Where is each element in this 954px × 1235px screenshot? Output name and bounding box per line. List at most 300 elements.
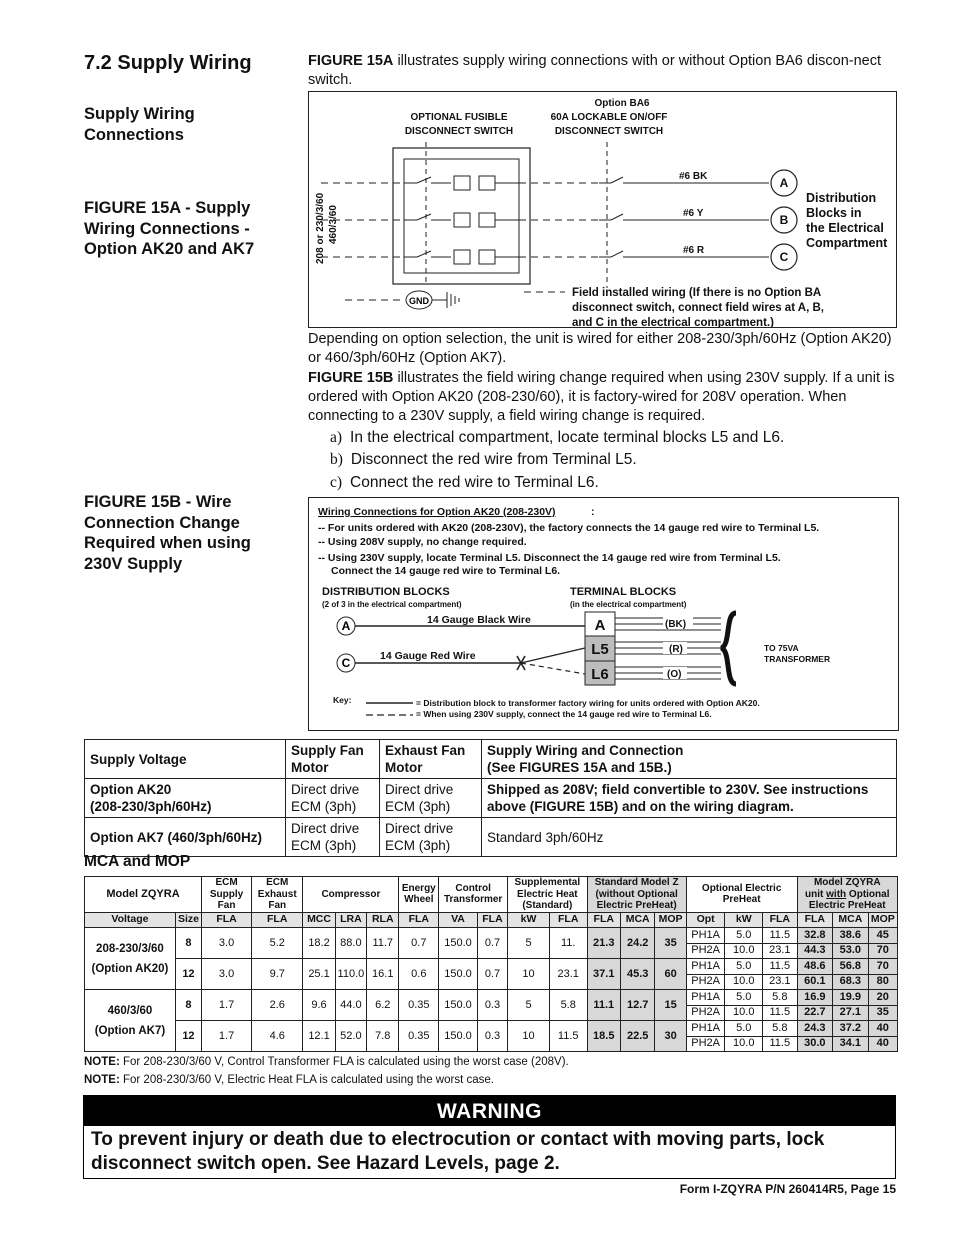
option-cell: 80: [868, 974, 897, 990]
table-cell: 23.1: [549, 959, 587, 990]
warning-title: WARNING: [84, 1096, 895, 1126]
option-cell: 11.5: [763, 1036, 798, 1052]
field-note: and C in the electrical compartment.): [572, 317, 774, 327]
table-cell: 18.5: [587, 1021, 620, 1052]
table-row: [85, 959, 898, 975]
option-cell: 32.8: [797, 928, 833, 944]
fusible-label: OPTIONAL FUSIBLE: [410, 112, 508, 123]
table-cell: 12.7: [620, 990, 654, 1021]
sub-header-cell: MCA: [833, 912, 869, 928]
header-line: PreHeat: [722, 894, 761, 906]
red-wire-to-l6: [521, 663, 585, 674]
note-text: For 208-230/3/60 V, Electric Heat FLA is calculated using the worst case.: [119, 1074, 494, 1086]
key-solid-text: = Distribution block to transformer factory wiring for units ordered with Option AK20.: [416, 698, 760, 708]
terminal-blocks-sub: (in the electrical compartment): [570, 600, 687, 609]
table-cell: 12: [175, 1021, 201, 1052]
option-cell: 23.1: [763, 974, 798, 990]
tap-label: (O): [667, 669, 682, 680]
block-label: L6: [591, 666, 609, 683]
header-line: Supplemental: [514, 877, 581, 888]
table-cell: 3.0: [202, 928, 252, 959]
option-cell: 70: [868, 943, 897, 959]
mca-sub-header: [85, 912, 898, 928]
table-cell: 88.0: [335, 928, 366, 959]
cell-line: Shipped as 208V; field convertible to 230V. See instructions: [487, 782, 869, 797]
table-row: [85, 1021, 898, 1037]
dist-block-label: Distribution: [806, 191, 877, 205]
option-cell: 40: [868, 1021, 897, 1037]
sub-header-cell: VA: [439, 912, 478, 928]
caption-line: Wiring Connections -: [84, 219, 250, 238]
table-cell: 8: [175, 990, 201, 1021]
caption-line: Option AK20 and AK7: [84, 240, 255, 258]
table-cell: 15: [655, 990, 686, 1021]
option-cell: PH2A: [686, 943, 725, 959]
option-cell: 38.6: [833, 928, 869, 944]
header-line: Electric Heat: [517, 888, 578, 900]
table-cell: 11.1: [587, 990, 620, 1021]
option-cell: 5.0: [725, 928, 763, 944]
table-cell: 30: [655, 1021, 686, 1052]
figure-15a-caption: [84, 198, 254, 260]
dist-block-label: Blocks in: [806, 206, 862, 220]
header-cell: [587, 877, 686, 913]
voltage-line: 460/3/60: [107, 1004, 153, 1017]
option-cell: PH1A: [686, 928, 725, 944]
table-cell: 1.7: [202, 990, 252, 1021]
table-row: [85, 818, 897, 857]
table-cell: 5.8: [549, 990, 587, 1021]
step-text: In the electrical compartment, locate terminal blocks L5 and L6.: [350, 429, 785, 446]
header-line: Model ZQYRA: [813, 877, 881, 888]
table-row: [85, 779, 897, 818]
note-lead: NOTE:: [84, 1074, 120, 1086]
note-text: For 208-230/3/60 V, Control Transformer FLA is calculated using the worst case (208V).: [119, 1056, 569, 1068]
table-cell: 12: [175, 959, 201, 990]
header-line: (without Optional: [595, 888, 678, 900]
voltage-cell: [85, 990, 176, 1052]
wire-label-y: #6 Y: [683, 208, 704, 219]
intro-text: illustrates supply wiring connections with or without Option BA6 discon-nect switch.: [308, 53, 882, 88]
option-cell: 5.8: [763, 990, 798, 1006]
table-cell: 11.5: [549, 1021, 587, 1052]
fig15b-title: Wiring Connections for Option AK20 (208-230V): [318, 506, 556, 518]
intro-paragraph: [308, 52, 900, 90]
supply-voltage-label: 208 or 230/3/60: [315, 192, 326, 264]
figure-15b-caption: [84, 492, 251, 574]
cell-line: ECM (3ph): [291, 799, 357, 814]
table-cell: 11.7: [367, 928, 399, 959]
table-cell: [286, 818, 380, 857]
sub-header-cell: FLA: [202, 912, 252, 928]
voltage-line: 208-230/3/60: [96, 942, 164, 955]
table-cell: 12.1: [303, 1021, 335, 1052]
ba6-label: 60A LOCKABLE ON/OFF: [550, 112, 668, 123]
header-line: ECM: [266, 877, 289, 888]
table-cell: 0.3: [477, 990, 507, 1021]
header-cell: [286, 740, 380, 779]
sub-header-cell: FLA: [399, 912, 439, 928]
table-cell: 150.0: [439, 1021, 478, 1052]
sub-header-cell: FLA: [252, 912, 303, 928]
sub-header-cell: kW: [725, 912, 763, 928]
dist-blocks-sub: (2 of 3 in the electrical compartment): [322, 600, 462, 609]
table-cell: 150.0: [439, 959, 478, 990]
warning-box: [83, 1095, 896, 1179]
sub-header-cell: FLA: [549, 912, 587, 928]
field-note: Field installed wiring (If there is no Option BA: [572, 287, 822, 299]
header-line: Motor: [385, 760, 423, 775]
option-cell: 11.5: [763, 928, 798, 944]
table-cell: 0.35: [399, 990, 439, 1021]
table-cell: 110.0: [335, 959, 366, 990]
header-line: Fan: [217, 900, 236, 911]
header-word: unit: [805, 888, 827, 900]
caption-line: FIGURE 15A - Supply: [84, 199, 251, 217]
sub-header-cell: MCA: [620, 912, 654, 928]
fig15b-line: -- For units ordered with AK20 (208-230V), the factory connects the 14 gauge red wire to Terminal L5.: [318, 522, 820, 534]
key-label: Key:: [333, 695, 352, 705]
option-cell: PH2A: [686, 1005, 725, 1021]
option-cell: 20: [868, 990, 897, 1006]
subhead-line: Supply Wiring: [84, 105, 195, 123]
sub-header-cell: LRA: [335, 912, 366, 928]
cell-line: Option AK20: [90, 782, 172, 797]
header-line: Wheel: [404, 894, 434, 906]
option-cell: 24.3: [797, 1021, 833, 1037]
table-cell: 35: [655, 928, 686, 959]
voltage-line: (Option AK7): [94, 1024, 166, 1037]
header-line: ECM: [215, 877, 238, 888]
table-cell: 5: [508, 928, 550, 959]
para-figure-15b: [308, 369, 900, 426]
subhead-line: Connections: [84, 125, 184, 144]
mca-title: MCA and MOP: [84, 853, 191, 870]
para-text: illustrates the field wiring change required when using 230V supply. If a unit is ordered with Option AK20 (208-230/60), it is factory-wired for 208V operation. When connecting to a 230V supply, a field wiring change is required.: [308, 370, 895, 424]
option-cell: 37.2: [833, 1021, 869, 1037]
header-word: with: [826, 888, 847, 900]
sub-header-cell: Voltage: [85, 912, 176, 928]
option-cell: 5.0: [725, 1021, 763, 1037]
table-cell: 18.2: [303, 928, 335, 959]
table-cell: 150.0: [439, 990, 478, 1021]
block-label: L5: [591, 641, 609, 658]
dist-block-label: Compartment: [806, 236, 888, 250]
cell-line: Direct drive: [291, 782, 360, 797]
table-cell: 9.6: [303, 990, 335, 1021]
table-cell: [286, 779, 380, 818]
table-cell: 11.: [549, 928, 587, 959]
terminal-blocks-title: TERMINAL BLOCKS: [570, 586, 677, 598]
table-cell: 5.2: [252, 928, 303, 959]
header-line: (See FIGURES 15A and 15B.): [487, 760, 672, 775]
table-cell: 150.0: [439, 928, 478, 959]
table-cell: 5: [508, 990, 550, 1021]
header-line: Exhaust Fan: [385, 743, 466, 758]
header-cell: [797, 877, 897, 913]
table-cell: 1.7: [202, 1021, 252, 1052]
figure-15b-diagram: [308, 497, 899, 731]
header-word: Optional: [846, 888, 890, 900]
header-line: Control: [455, 882, 491, 894]
sub-header-cell: Opt: [686, 912, 725, 928]
header-cell: [439, 877, 508, 913]
figure-ref: FIGURE 15B: [308, 370, 394, 386]
table-cell: 10: [508, 959, 550, 990]
table-cell: Standard 3ph/60Hz: [482, 818, 897, 857]
caption-line: FIGURE 15B - Wire: [84, 493, 232, 511]
option-cell: 35: [868, 1005, 897, 1021]
table-cell: [380, 818, 482, 857]
table-cell: 37.1: [587, 959, 620, 990]
table-cell: 44.0: [335, 990, 366, 1021]
table-cell: 6.2: [367, 990, 399, 1021]
option-cell: 10.0: [725, 943, 763, 959]
option-cell: 5.0: [725, 990, 763, 1006]
cell-line: (208-230/3ph/60Hz): [90, 799, 212, 814]
header-cell: Supply Voltage: [85, 740, 286, 779]
transformer-label: TRANSFORMER: [764, 654, 831, 664]
header-line: (Standard): [522, 900, 573, 911]
supply-wiring-subhead: [84, 104, 195, 145]
gnd-label: GND: [409, 296, 429, 306]
option-cell: 34.1: [833, 1036, 869, 1052]
red-wire-to-l5: [521, 648, 585, 663]
table-cell: 45.3: [620, 959, 654, 990]
header-line: Fan: [268, 900, 287, 911]
header-line: Optional Electric: [701, 882, 782, 894]
table-header-row: [85, 740, 897, 779]
black-wire-label: 14 Gauge Black Wire: [427, 614, 531, 626]
table-cell: 0.7: [399, 928, 439, 959]
ground-symbol-icon: [432, 292, 459, 308]
dist-block-c-label: C: [341, 656, 351, 670]
block-label: A: [594, 617, 606, 634]
tap-label: (R): [669, 644, 683, 655]
supply-voltage-table: [84, 739, 897, 857]
option-cell: 11.5: [763, 1005, 798, 1021]
option-cell: 40: [868, 1036, 897, 1052]
cell-line: ECM (3ph): [385, 838, 451, 853]
colon: :: [591, 506, 595, 518]
table-cell: 52.0: [335, 1021, 366, 1052]
field-note: disconnect switch, connect field wires at A, B,: [572, 302, 824, 314]
step-letter: b): [330, 451, 343, 468]
supply-voltage-label: 460/3/60: [328, 205, 339, 244]
table-cell: 9.7: [252, 959, 303, 990]
warning-text: To prevent injury or death due to electrocution or contact with moving parts, lock disconnect switch open. See Hazard Levels, page 2.: [91, 1129, 825, 1174]
ba6-label: Option BA6: [594, 98, 650, 109]
fig15b-line: -- Using 230V supply, locate Terminal L5. Disconnect the 14 gauge red wire from Terminal L5.: [318, 552, 781, 564]
table-cell: 0.7: [477, 928, 507, 959]
step-letter: a): [330, 429, 343, 446]
header-line: Standard Model Z: [594, 877, 679, 888]
option-cell: 23.1: [763, 943, 798, 959]
table-cell: 0.7: [477, 959, 507, 990]
para-options: Depending on option selection, the unit is wired for either 208-230/3ph/60Hz (Option AK20) or 460/3ph/60Hz (Option AK7).: [308, 331, 892, 366]
cell-line: ECM (3ph): [385, 799, 451, 814]
option-cell: 10.0: [725, 974, 763, 990]
sub-header-cell: kW: [508, 912, 550, 928]
option-cell: 10.0: [725, 1036, 763, 1052]
step-text: Connect the red wire to Terminal L6.: [350, 474, 599, 491]
option-cell: 5.8: [763, 1021, 798, 1037]
header-line: Supply Fan: [291, 743, 364, 758]
note-lead: NOTE:: [84, 1056, 120, 1068]
table-cell: 24.2: [620, 928, 654, 959]
step-c: [330, 474, 599, 492]
table-cell: 4.6: [252, 1021, 303, 1052]
terminal-label: A: [779, 176, 789, 190]
header-line: Electric PreHeat): [596, 900, 677, 911]
table-cell: 0.35: [399, 1021, 439, 1052]
option-cell: PH2A: [686, 974, 725, 990]
sub-header-cell: MCC: [303, 912, 335, 928]
note-2: [84, 1074, 494, 1086]
option-cell: 5.0: [725, 959, 763, 975]
option-cell: 56.8: [833, 959, 869, 975]
option-cell: PH1A: [686, 990, 725, 1006]
table-cell: 10: [508, 1021, 550, 1052]
wire-label-r: #6 R: [683, 245, 705, 256]
header-cell: [202, 877, 252, 913]
section-title: 7.2 Supply Wiring: [84, 52, 252, 74]
header-cell: Model ZQYRA: [85, 877, 202, 913]
mca-mop-table: [84, 876, 898, 1052]
figure-15b-svg: [309, 498, 898, 730]
option-cell: 16.9: [797, 990, 833, 1006]
table-cell: [85, 779, 286, 818]
header-cell: [399, 877, 439, 913]
ba6-label: DISCONNECT SWITCH: [554, 126, 664, 137]
header-cell: [380, 740, 482, 779]
figure-ref: FIGURE 15A: [308, 53, 394, 69]
header-cell: [508, 877, 587, 913]
table-cell: [380, 779, 482, 818]
step-letter: c): [330, 474, 343, 491]
table-cell: 60: [655, 959, 686, 990]
header-line: Exhaust: [257, 888, 297, 900]
option-cell: 30.0: [797, 1036, 833, 1052]
option-cell: 53.0: [833, 943, 869, 959]
figure-15a-svg: [309, 92, 896, 327]
page-footer: Form I-ZQYRA P/N 260414R5, Page 15: [679, 1182, 896, 1196]
header-cell: Compressor: [303, 877, 399, 913]
step-text: Disconnect the red wire from Terminal L5.: [350, 451, 637, 468]
sub-header-cell: MOP: [655, 912, 686, 928]
red-wire-label: 14 Gauge Red Wire: [380, 650, 476, 662]
voltage-cell: [85, 928, 176, 990]
option-cell: 22.7: [797, 1005, 833, 1021]
header-line: Electric PreHeat: [808, 900, 886, 911]
brace-icon: [721, 613, 736, 684]
caption-line: Connection Change: [84, 513, 240, 532]
option-cell: 19.9: [833, 990, 869, 1006]
sub-header-cell: Size: [175, 912, 201, 928]
option-cell: 11.5: [763, 959, 798, 975]
table-cell: Option AK7 (460/3ph/60Hz): [85, 818, 286, 857]
table-cell: 21.3: [587, 928, 620, 959]
table-cell: 25.1: [303, 959, 335, 990]
sub-header-cell: FLA: [763, 912, 798, 928]
table-cell: [482, 779, 897, 818]
header-cell: [686, 877, 797, 913]
wire-label-bk: #6 BK: [679, 171, 708, 182]
option-cell: 44.3: [797, 943, 833, 959]
option-cell: 60.1: [797, 974, 833, 990]
cell-line: above (FIGURE 15B) and on the wiring diagram.: [487, 799, 794, 814]
cell-line: Direct drive: [291, 821, 360, 836]
table-cell: 16.1: [367, 959, 399, 990]
table-cell: 0.3: [477, 1021, 507, 1052]
option-cell: 48.6: [797, 959, 833, 975]
header-cell: [482, 740, 897, 779]
header-line: Motor: [291, 760, 329, 775]
fusible-label: DISCONNECT SWITCH: [404, 126, 514, 137]
cell-line: ECM (3ph): [291, 838, 357, 853]
transformer-label: TO 75VA: [764, 643, 799, 653]
option-cell: 45: [868, 928, 897, 944]
note-1: [84, 1056, 569, 1068]
table-cell: 3.0: [202, 959, 252, 990]
step-a: [330, 429, 784, 447]
fig15b-line: -- Using 208V supply, no change required.: [318, 536, 527, 548]
header-cell: [252, 877, 303, 913]
sub-header-cell: FLA: [797, 912, 833, 928]
header-line: Transformer: [443, 894, 503, 906]
caption-line: 230V Supply: [84, 554, 183, 573]
table-row: [85, 990, 898, 1006]
option-cell: 10.0: [725, 1005, 763, 1021]
caption-line: Required when using: [84, 534, 251, 552]
option-cell: PH2A: [686, 1036, 725, 1052]
option-cell: 68.3: [833, 974, 869, 990]
sub-header-cell: MOP: [868, 912, 897, 928]
sub-header-cell: FLA: [477, 912, 507, 928]
table-cell: 2.6: [252, 990, 303, 1021]
sub-header-cell: FLA: [587, 912, 620, 928]
step-b: [330, 451, 637, 469]
table-cell: 22.5: [620, 1021, 654, 1052]
header-line: [798, 889, 897, 901]
cell-line: Direct drive: [385, 821, 454, 836]
table-cell: 8: [175, 928, 201, 959]
header-line: Energy: [401, 882, 436, 894]
key-dashed-text: = When using 230V supply, connect the 14 gauge red wire to Terminal L6.: [416, 709, 712, 719]
header-line: Supply: [209, 888, 244, 900]
fig15b-line: Connect the 14 gauge red wire to Terminal L6.: [331, 565, 561, 577]
mca-body: [85, 928, 898, 1052]
option-cell: 70: [868, 959, 897, 975]
sub-header-cell: RLA: [367, 912, 399, 928]
tap-label: (BK): [665, 619, 687, 630]
table-cell: 0.6: [399, 959, 439, 990]
terminal-label: C: [779, 250, 789, 264]
voltage-line: (Option AK20): [91, 962, 169, 975]
dist-blocks-title: DISTRIBUTION BLOCKS: [322, 586, 450, 598]
dist-block-label: the Electrical: [806, 221, 884, 235]
figure-15a-diagram: [308, 91, 897, 328]
option-cell: 27.1: [833, 1005, 869, 1021]
terminal-label: B: [779, 213, 789, 227]
option-cell: PH1A: [686, 959, 725, 975]
table-row: [85, 928, 898, 944]
cell-line: Direct drive: [385, 782, 454, 797]
option-cell: PH1A: [686, 1021, 725, 1037]
table-cell: 7.8: [367, 1021, 399, 1052]
header-line: Supply Wiring and Connection: [487, 743, 684, 758]
dist-block-a-label: A: [341, 619, 351, 633]
